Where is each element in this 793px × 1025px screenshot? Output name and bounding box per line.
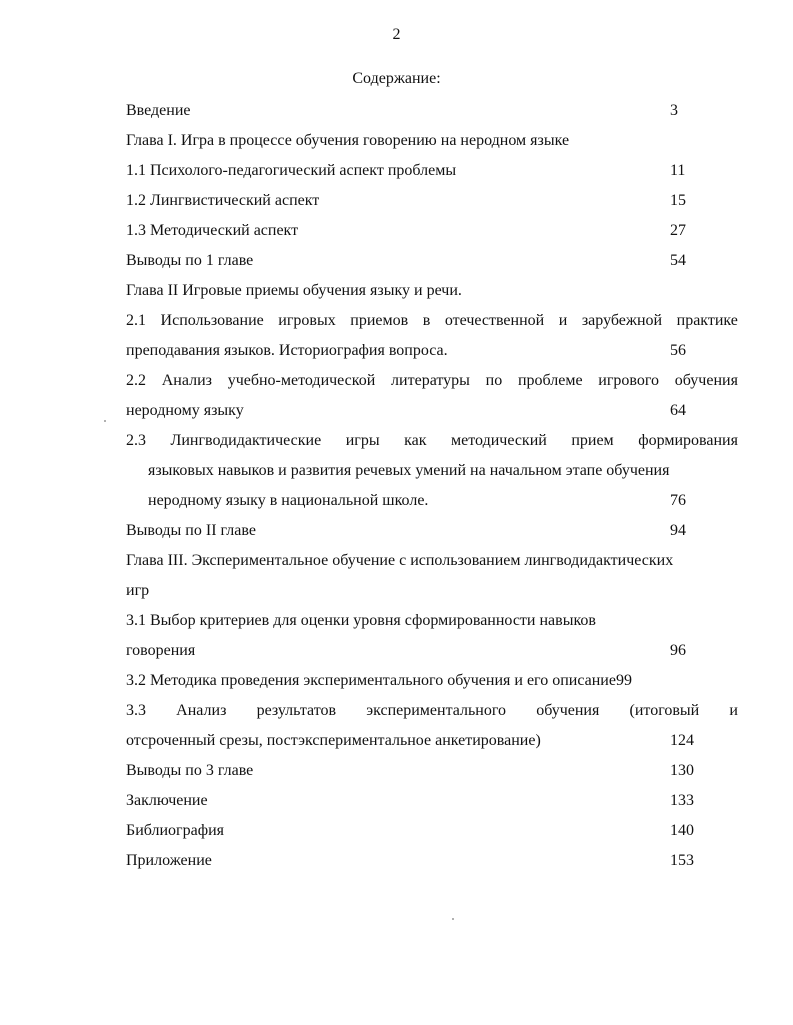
toc-entry-label: отсроченный срезы, постэкспериментальное анкетирование) [126, 732, 541, 749]
word: литературы [391, 372, 470, 389]
toc-entry-label: 1.3 Методический аспект [126, 222, 299, 239]
toc-entry-justified-line [126, 366, 738, 396]
toc-entry-justified-line [126, 696, 738, 726]
toc-entry-label: 1.2 Лингвистический аспект [126, 192, 320, 209]
word: игрового [598, 372, 660, 389]
word: в [422, 312, 431, 329]
toc-entry-page: 94 [670, 522, 686, 539]
toc-entry-label: Приложение [126, 852, 212, 869]
toc-entry-conclusions-1 [126, 246, 738, 276]
toc-entry-label: Библиография [126, 822, 224, 839]
toc-entry-label: Выводы по 3 главе [126, 762, 254, 779]
page-number: 2 [392, 26, 401, 43]
word: результатов [256, 702, 337, 719]
toc-entry-conclusions-3 [126, 756, 738, 786]
word: практике [676, 312, 738, 329]
scan-speck [104, 420, 106, 422]
word: как [404, 432, 427, 449]
word: Анализ [176, 702, 227, 719]
toc-entry-label: 3.1 Выбор критериев для оценки уровня сформированности навыков [126, 612, 596, 629]
toc-entry-label: Глава I. Игра в процессе обучения говорению на неродном языке [126, 132, 570, 149]
word: игры [345, 432, 380, 449]
toc-entry-3-3 [126, 696, 738, 756]
toc-entry-label: 3.2 Методика проведения экспериментального обучения и его описание99 [126, 672, 632, 689]
word: 2.3 [126, 432, 146, 449]
toc-entry-label: Выводы по 1 главе [126, 252, 254, 269]
word: игровых [278, 312, 336, 329]
word: Анализ [161, 372, 212, 389]
word: 2.2 [126, 372, 146, 389]
word: отечественной [444, 312, 545, 329]
toc-title: Содержание: [352, 70, 441, 87]
toc-entry-page: 56 [670, 342, 686, 359]
toc-entry-appendix [126, 846, 738, 876]
toc-entry-label: Введение [126, 102, 191, 119]
toc-entry-line [126, 576, 738, 606]
toc-entry-line [126, 546, 738, 576]
word: формирования [638, 432, 738, 449]
word: зарубежной [581, 312, 663, 329]
toc-entry-label: неродному языку в национальной школе. [148, 492, 429, 509]
toc-entry-1-3 [126, 216, 738, 246]
word: Лингводидактические [170, 432, 322, 449]
word: (итоговый [629, 702, 700, 719]
toc-entry-justified-line [126, 426, 738, 456]
toc-entry-page: 124 [670, 732, 694, 749]
toc-entry-page: 76 [670, 492, 686, 509]
word: 3.3 [126, 702, 146, 719]
toc-chapter-3-title [126, 546, 738, 606]
toc-entry-justified-line [126, 306, 738, 336]
toc-entry-3-1 [126, 606, 738, 666]
toc-entry-page: 130 [670, 762, 694, 779]
word: проблеме [517, 372, 583, 389]
toc-entry-page: 3 [670, 102, 678, 119]
toc-entry-line [126, 726, 738, 756]
word: обучения [536, 702, 600, 719]
toc-entry-label: говорения [126, 642, 196, 659]
toc-entry-label: Глава II Игровые приемы обучения языку и речи. [126, 282, 462, 299]
toc-entry-page: 11 [670, 162, 686, 179]
toc-entry-label: Заключение [126, 792, 208, 809]
toc-entry-label: неродному языку [126, 402, 244, 419]
word: и [729, 702, 738, 719]
word: и [558, 312, 568, 329]
toc-entry-page: 15 [670, 192, 686, 209]
toc-entry-line [126, 336, 738, 366]
toc-entry-2-1 [126, 306, 738, 366]
toc-entry-introduction [126, 96, 738, 126]
toc-entry-label: 1.1 Психолого-педагогический аспект проблемы [126, 162, 457, 179]
toc-entry-page: 133 [670, 792, 694, 809]
toc-entry-page: 140 [670, 822, 694, 839]
scan-speck [452, 918, 454, 920]
toc-entry-page: 153 [670, 852, 694, 869]
toc-entry-line [126, 486, 738, 516]
word: экспериментального [366, 702, 507, 719]
word: 2.1 [126, 312, 146, 329]
toc-entry-2-2 [126, 366, 738, 426]
toc-chapter-1-title [126, 126, 738, 156]
toc-entry-label: преподавания языков. Историография вопроса. [126, 342, 448, 359]
toc-entry-page: 27 [670, 222, 686, 239]
toc-entry-line [126, 456, 738, 486]
toc-entry-2-3 [126, 426, 738, 516]
toc-entry-label: языковых навыков и развития речевых умений на начальном этапе обучения [148, 462, 670, 479]
toc-entry-line [126, 396, 738, 426]
table-of-contents [126, 96, 738, 876]
toc-entry-conclusions-2 [126, 516, 738, 546]
toc-chapter-2-title [126, 276, 738, 306]
toc-entry-conclusion [126, 786, 738, 816]
toc-entry-3-2 [126, 666, 738, 696]
toc-entry-label: Глава III. Экспериментальное обучение с использованием лингводидактических [126, 552, 674, 569]
toc-entry-page: 54 [670, 252, 686, 269]
word: по [485, 372, 503, 389]
toc-entry-1-2 [126, 186, 738, 216]
toc-entry-page: 96 [670, 642, 686, 659]
word: прием [571, 432, 614, 449]
toc-entry-bibliography [126, 816, 738, 846]
toc-entry-label: Выводы по II главе [126, 522, 256, 539]
word: обучения [674, 372, 738, 389]
word: учебно-методической [227, 372, 376, 389]
word: Использование [160, 312, 264, 329]
word: методический [451, 432, 547, 449]
word: приемов [350, 312, 409, 329]
toc-entry-1-1 [126, 156, 738, 186]
toc-entry-label: игр [126, 582, 150, 599]
toc-entry-page: 64 [670, 402, 686, 419]
toc-entry-line [126, 606, 738, 636]
toc-entry-line [126, 636, 738, 666]
